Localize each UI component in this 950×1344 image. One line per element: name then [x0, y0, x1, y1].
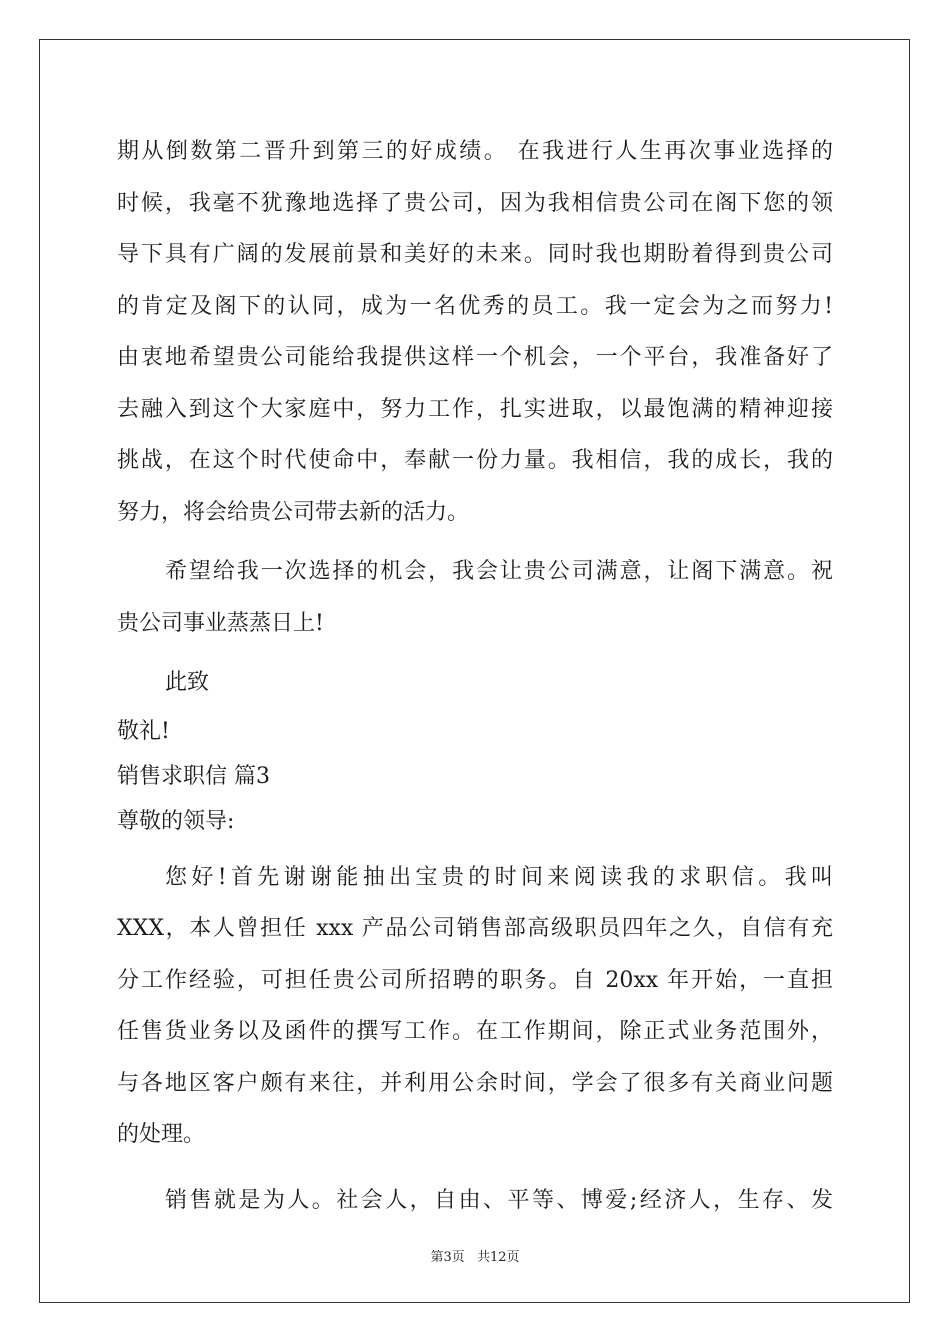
closing-jingli: 敬礼!: [117, 718, 170, 744]
text-line: 销售就是为人。社会人，自由、平等、博爱;经济人，生存、发: [165, 1187, 833, 1213]
text-line: 任售货业务以及函件的撰写工作。在工作期间，除正式业务范围外，: [117, 1019, 833, 1044]
text-line: 希望给我一次选择的机会，我会让贵公司满意，让阁下满意。祝: [165, 559, 833, 584]
paragraph-2: [117, 546, 833, 649]
page-footer: [0, 1246, 950, 1265]
page-number: 第3页: [430, 1250, 465, 1265]
text-line: 贵公司事业蒸蒸日上!: [117, 610, 324, 636]
text-line: 与各地区客户颇有来往，并利用公余时间，学会了很多有关商业问题: [117, 1070, 833, 1096]
text-line: 您好!首先谢谢能抽出宝贵的时间来阅读我的求职信。我叫: [165, 864, 833, 890]
text-line: 的处理。: [117, 1122, 206, 1147]
text-line: 分工作经验，可担任贵公司所招聘的职务。自 20xx 年开始，一直担: [117, 967, 833, 993]
text-line: 时候，我毫不犹豫地选择了贵公司，因为我相信贵公司在阁下您的领: [117, 190, 833, 216]
text-line: 去融入到这个大家庭中，努力工作，扎实进取，以最饱满的精神迎接: [117, 396, 833, 422]
paragraph-3: [117, 852, 833, 1161]
document-body: [117, 126, 833, 1226]
text-line: 期从倒数第二晋升到第三的好成绩。 在我进行人生再次事业选择的: [117, 139, 833, 164]
section-heading: 销售求职信 篇3: [117, 763, 270, 789]
closing-cizhi: 此致: [165, 670, 210, 695]
text-line: 导下具有广阔的发展前景和美好的未来。同时我也期盼着得到贵公司: [117, 242, 833, 267]
salutation: 尊敬的领导:: [117, 808, 235, 834]
text-line: 挑战，在这个时代使命中，奉献一份力量。我相信，我的成长，我的: [117, 448, 833, 473]
text-line: 努力，将会给贵公司带去新的活力。: [117, 499, 470, 525]
text-line: XXX，本人曾担任 xxx 产品公司销售部高级职员四年之久，自信有充: [117, 916, 833, 941]
paragraph-4: [117, 1175, 833, 1227]
text-line: 的肯定及阁下的认同，成为一名优秀的员工。我一定会为之而努力!: [117, 293, 833, 319]
text-line: 由衷地希望贵公司能给我提供这样一个机会，一个平台，我准备好了: [117, 345, 833, 370]
paragraph-1: [117, 126, 833, 538]
page-total: 共12页: [476, 1250, 520, 1265]
